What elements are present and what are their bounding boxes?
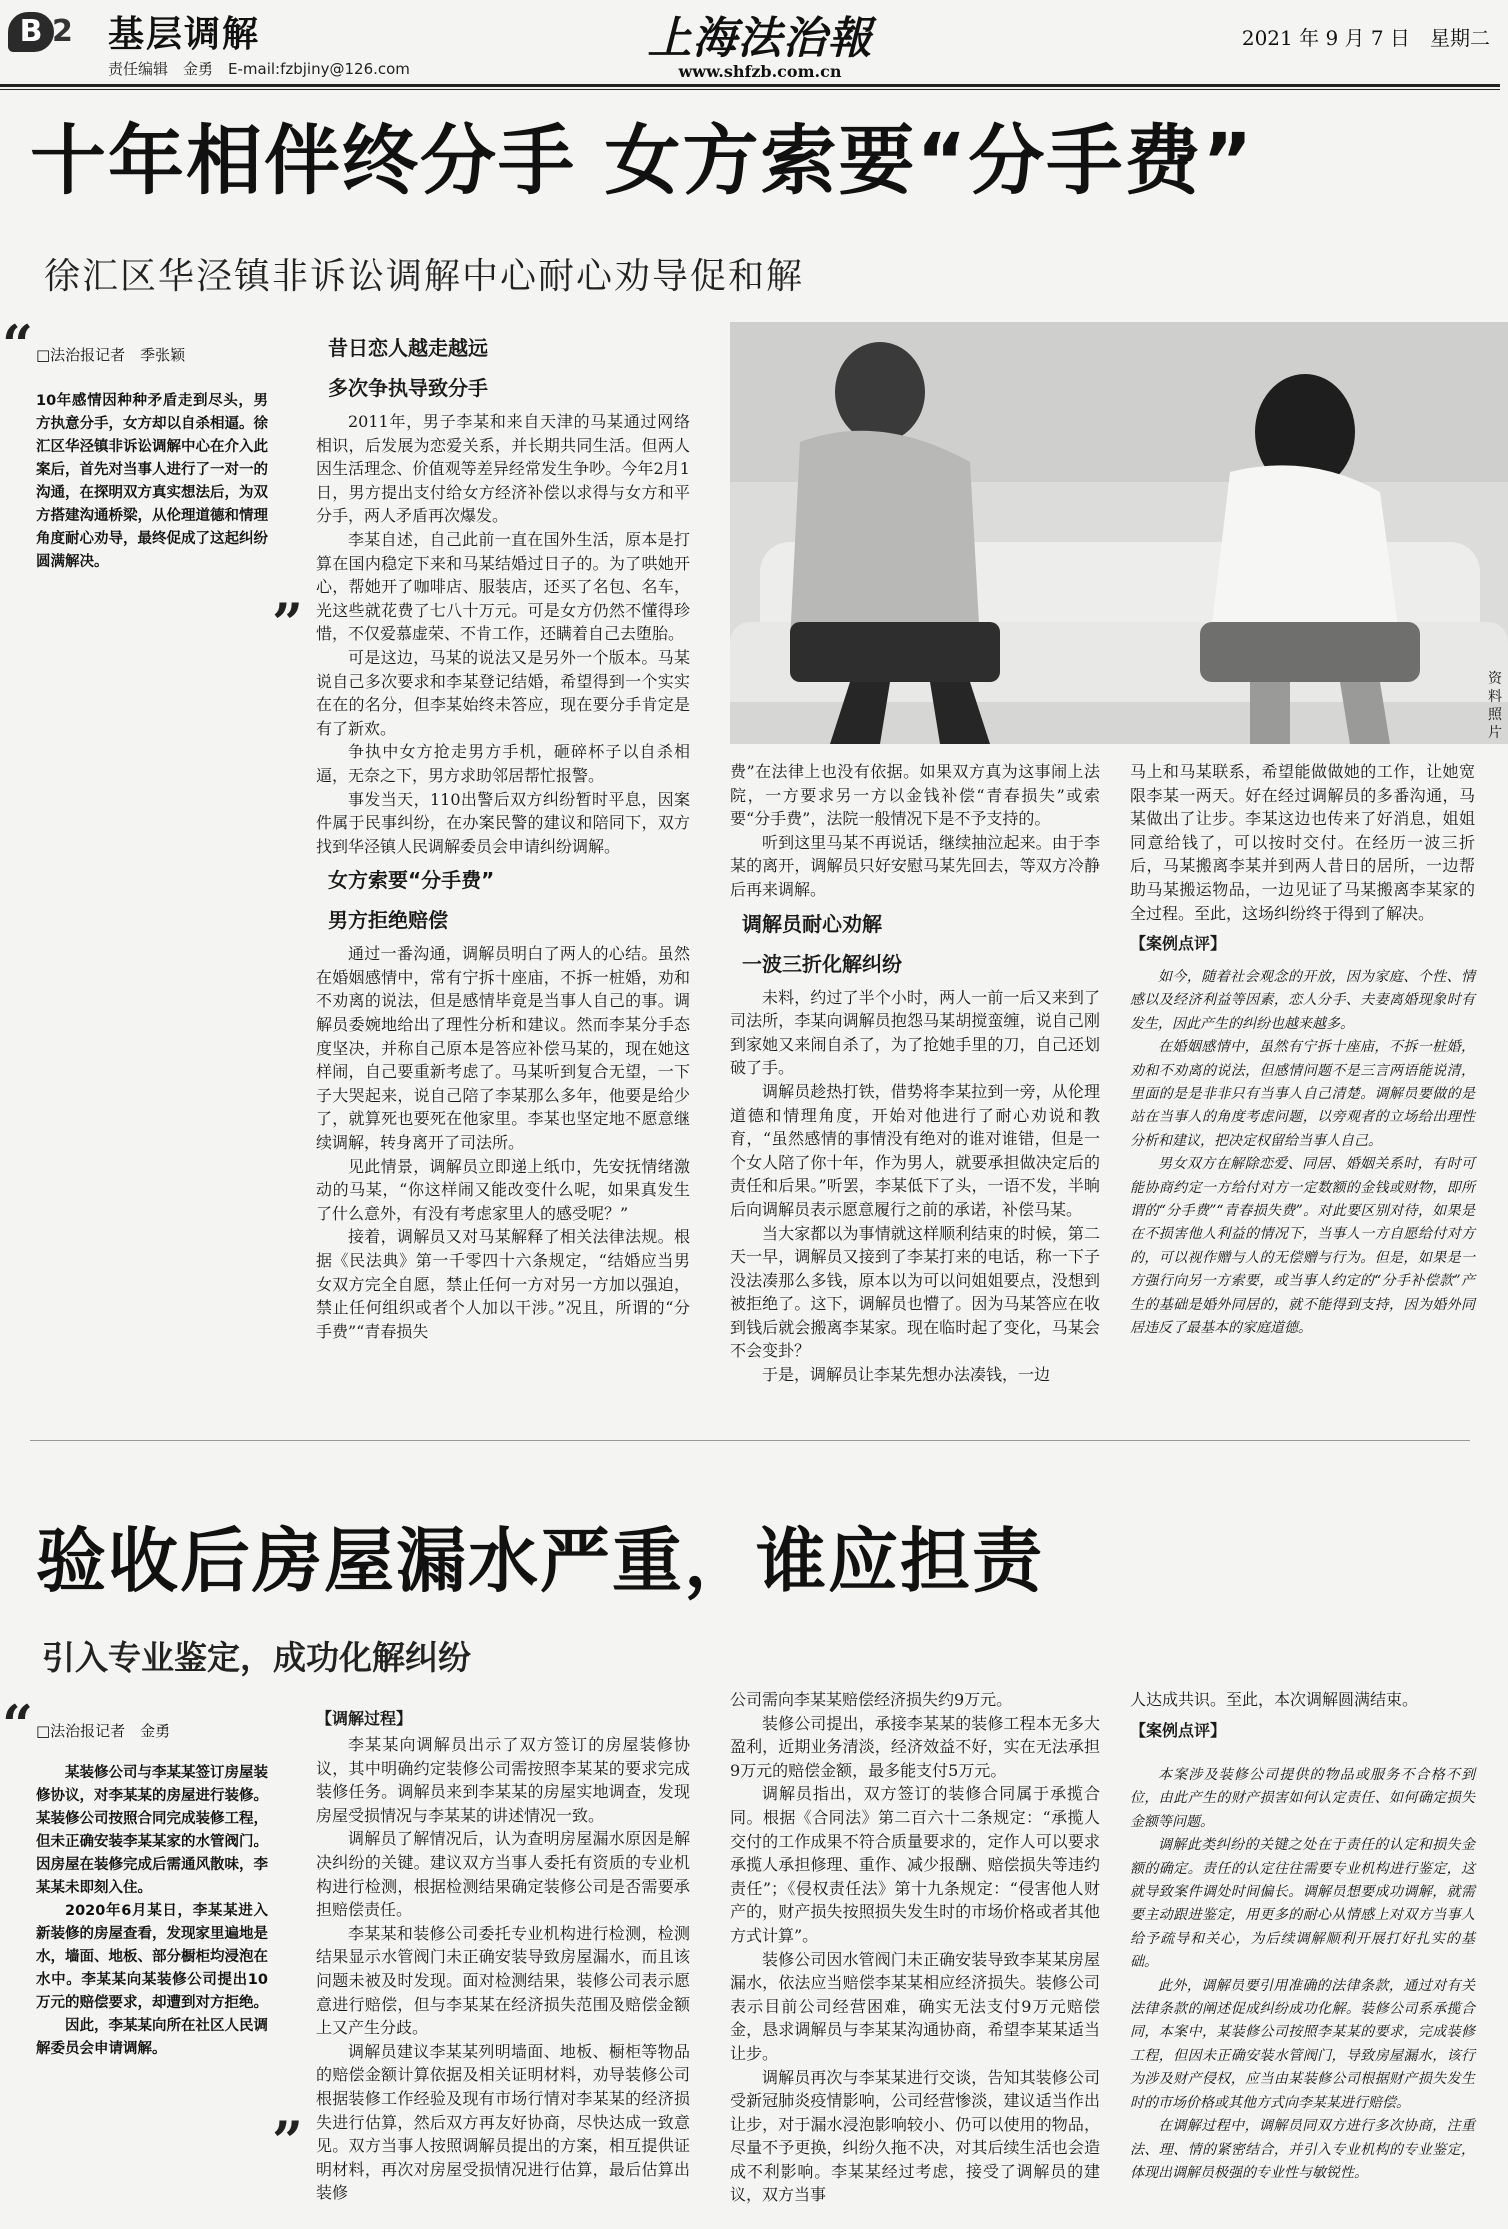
open-quote-mark: “ — [2, 313, 34, 377]
comment-paragraph: 在调解过程中，调解员同双方进行多次协商，注重法、理、情的紧密结合，并引入专业机构的专业鉴定，体现出调解员极强的专业性与敏锐性。 — [1130, 2118, 1475, 2181]
body-paragraph: 公司需向李某某赔偿经济损失约9万元。 — [730, 1690, 1013, 1709]
article2-title: 验收后房屋漏水严重，谁应担责 — [36, 1520, 1044, 1602]
section-subheading: 调解员耐心劝解 — [742, 911, 882, 936]
photo-caption: 资料照片 — [1488, 671, 1502, 741]
page-letter: B — [8, 12, 54, 52]
page-number: 2 — [52, 14, 73, 49]
article1-column-1 — [316, 326, 690, 1420]
couple-photo-illustration — [730, 322, 1508, 744]
close-quote-mark-2: ” — [272, 2109, 304, 2173]
section-title: 基层调解 — [108, 14, 261, 55]
section-tag: 【案例点评】 — [1130, 1720, 1227, 1740]
article2-lead — [36, 1762, 268, 2061]
comment-paragraph: 如今，随着社会观念的开放，因为家庭、个性、情感以及经济利益等因素，恋人分手、夫妻离婚现象时有发生，因此产生的纠纷也越来越多。 — [1130, 969, 1475, 1032]
section-tag: 【案例点评】 — [1130, 934, 1227, 954]
article2-comment — [1130, 1764, 1475, 2220]
issue-date: 2021 年 9 月 7 日 星期二 — [1241, 26, 1490, 50]
close-quote-mark: ” — [272, 591, 304, 655]
body-paragraph: 调解员了解情况后，认为查明房屋漏水原因是解决纠纷的关键。建议双方当事人委托有资质的专业机构进行检测，根据检测结果确定装修公司是否需要承担赔偿责任。 — [316, 1829, 690, 1920]
comment-paragraph: 调解此类纠纷的关键之处在于责任的认定和损失金额的确定。责任的认定往往需要专业机构进行鉴定，这就导致案件调处时间偏长。调解员想要成功调解，就需要主动跟进鉴定，用更多的耐心从情感上对双方当事人给予疏导和关心，为后续调解顺利开展打好扎实的基础。 — [1130, 1837, 1475, 1971]
article2-column-3 — [1130, 1688, 1475, 1768]
lead-paragraph: 2020年6月某日，李某某进入新装修的房屋查看，发现家里遍地是水，墙面、地板、部分橱柜均浸泡在水中。李某某向某装修公司提出10万元的赔偿要求，却遭到对方拒绝。 — [36, 1903, 268, 2011]
body-paragraph: 费”在法律上也没有依据。如果双方真为这事闹上法院，一方要求另一方以金钱补偿“青春损失”或索要“分手费”，法院一般情况下是不予支持的。 — [730, 762, 1100, 829]
article2-column-2 — [730, 1688, 1100, 2220]
body-paragraph: 听到这里马某不再说话，继续抽泣起来。由于李某的离开，调解员只好安慰马某先回去，等双方冷静后再来调解。 — [730, 832, 1100, 899]
comment-paragraph: 此外，调解员要引用准确的法律条款，通过对有关法律条款的阐述促成纠纷成功化解。装修公司系承揽合同，本案中，某装修公司按照李某某的要求，完成装修工程，但因未正确安装水管阀门，导致房屋漏水，该行为涉及财产侵权，应当由某装修公司根据财产损失发生时的市场价格或其他方式向李某某进行赔偿。 — [1130, 1977, 1475, 2111]
section-tag: 【调解过程】 — [316, 1709, 413, 1728]
body-paragraph: 装修公司提出，承接李某某的装修工程本无多大盈利，近期业务清淡，经济效益不好，实在无法承担9万元的赔偿金额，最多能支付5万元。 — [730, 1713, 1100, 1780]
body-paragraph: 人达成共识。至此，本次调解圆满结束。 — [1130, 1690, 1419, 1709]
comment-paragraph: 本案涉及装修公司提供的物品或服务不合格不到位，由此产生的财产损害如何认定责任、如何确定损失金额等问题。 — [1130, 1767, 1475, 1830]
body-paragraph: 事发当天，110出警后双方纠纷暂时平息，因案件属于民事纠纷，在办案民警的建议和陪同下，双方找到华泾镇人民调解委员会申请纠纷调解。 — [316, 789, 690, 856]
lead-paragraph: 因此，李某某向所在社区人民调解委员会申请调解。 — [36, 2018, 268, 2057]
article1-column-3 — [1130, 760, 1475, 970]
body-paragraph: 当大家都以为事情就这样顺利结束的时候，第二天一早，调解员又接到了李某打来的电话，称一下子没法凑那么多钱，原本以为可以问姐姐要点，没想到被拒绝了。这下，调解员也懵了。因为马某答应在收到钱后就会搬离李某家。现在临时起了变化，马某会不会变卦？ — [730, 1223, 1100, 1361]
couple-photo — [730, 322, 1508, 744]
article1-subtitle: 徐汇区华泾镇非诉讼调解中心耐心劝导促和解 — [44, 256, 805, 297]
section-subheading: 一波三折化解纠纷 — [742, 951, 902, 976]
body-paragraph: 调解员趁热打铁，借势将李某拉到一旁，从伦理道德和情理角度，开始对他进行了耐心劝说和教育，“虽然感情的事情没有绝对的谁对谁错，但是一个女人陪了你十年，作为男人，就要承担做决定后的责任和后果。”听罢，李某低下了头，一语不发，半晌后向调解员表示愿意履行之前的承诺，补偿马某。 — [730, 1081, 1100, 1219]
header-rule — [0, 84, 1500, 87]
article2-column-1 — [316, 1700, 690, 2220]
article1-comment — [1130, 966, 1475, 1420]
body-paragraph: 可是这边，马某的说法又是另外一个版本。马某说自己多次要求和李某登记结婚，希望得到一个实实在在的名分，但李某始终未答应，现在要分手肯定是有了新欢。 — [316, 647, 690, 738]
section-subheading: 女方索要“分手费” — [328, 868, 495, 893]
body-paragraph: 李某某向调解员出示了双方签订的房屋装修协议，其中明确约定装修公司需按照李某某的要求完成装修任务。调解员来到李某某的房屋实地调查，发现房屋受损情况与李某某的讲述情况一致。 — [316, 1735, 690, 1825]
comment-paragraph: 在婚姻感情中，虽然有宁拆十座庙，不拆一桩婚，劝和不劝离的说法，但感情问题不是三言两语能说清，里面的是是非非只有当事人自己清楚。调解员要做的是站在当事人的角度考虑问题，以旁观者的立场给出理性分析和建议，把决定权留给当事人自己。 — [1130, 1039, 1475, 1149]
section-subheading: 昔日恋人越走越远 — [328, 336, 488, 360]
body-paragraph: 2011年，男子李某和来自天津的马某通过网络相识，后发展为恋爱关系，并长期共同生活。但两人因生活理念、价值观等差异经常发生争吵。今年2月1日，男方提出支付给女方经济补偿以求得与女方和平分手，两人矛盾再次爆发。 — [316, 412, 690, 526]
article1-title: 十年相伴终分手 女方索要“分手费” — [30, 116, 1255, 205]
article1-byline: □法治报记者 季张颖 — [36, 346, 186, 364]
article2-subtitle: 引入专业鉴定，成功化解纠纷 — [42, 1638, 471, 1677]
body-paragraph: 马上和马某联系，希望能做做她的工作，让她宽限李某一两天。好在经过调解员的多番沟通，马某做出了让步。李某这边也传来了好消息，姐姐同意给钱了，可以按时交付。在经历一波三折后，马某搬离李某并到两人昔日的居所，一边帮助马某搬运物品，一边见证了马某搬离李某家的全过程。至此，这场纠纷终于得到了解决。 — [1130, 762, 1475, 923]
body-paragraph: 调解员再次与李某某进行交谈，告知其装修公司受新冠肺炎疫情影响，公司经营惨淡，建议适当作出让步，对于漏水浸泡影响较小、仍可以使用的物品，尽量不予更换，纠纷久拖不决，对其后续生活也会造成不利影响。李某某经过考虑，接受了调解员的建议，双方当事 — [730, 2067, 1100, 2205]
comment-paragraph: 男女双方在解除恋爱、同居、婚姻关系时，有时可能协商约定一方给付对方一定数额的金钱或财物，即所谓的“分手费”“青春损失费”。对此要区别对待，如果是在不损害他人利益的情况下，当事人一方自愿给付对方的，可以视作赠与人的无偿赠与行为。但是，如果是一方强行向另一方索要，或当事人约定的“分手补偿款”产生的基础是婚外同居的，就不能得到支持，因为婚外同居违反了最基本的家庭道德。 — [1130, 1156, 1475, 1337]
body-paragraph: 李某自述，自己此前一直在国外生活，原本是打算在国内稳定下来和马某结婚过日子的。为了哄她开心，帮她开了咖啡店、服装店，还买了名包、名车，光这些就花费了七八十万元。可是女方仍然不懂得珍惜，不仅爱慕虚荣、不肯工作，还瞒着自己去堕胎。 — [316, 529, 690, 644]
lead-paragraph: 某装修公司与李某某签订房屋装修协议，对李某某的房屋进行装修。某装修公司按照合同完成装修工程，但未正确安装李某某家的水管阀门。因房屋在装修完成后需通风散味，李某某未即刻入住。 — [36, 1765, 268, 1896]
body-paragraph: 通过一番沟通，调解员明白了两人的心结。虽然在婚姻感情中，常有宁拆十座庙，不拆一桩婚，劝和不劝离的说法，但是感情毕竟是当事人自己的事。调解员委婉地给出了理性分析和建议。然而李某分手态度坚决，并称自己原本是答应补偿马某的，现在她这样闹，自己要重新考虑了。马某听到复合无望，一下子大哭起来，说自己陪了李某那么多年，他要是给少了，就算死也要死在他家里。李某也坚定地不愿意继续调解，转身离开了司法所。 — [316, 944, 690, 1153]
article1-column-2 — [730, 760, 1100, 1420]
body-paragraph: 见此情景，调解员立即递上纸巾，先安抚情绪激动的马某，“你这样闹又能改变什么呢，如果真发生了什么意外，有没有考虑家里人的感受呢？” — [316, 1156, 690, 1223]
article-divider — [30, 1440, 1470, 1441]
body-paragraph: 调解员建议李某某列明墙面、地板、橱柜等物品的赔偿金额计算依据及相关证明材料，劝导装修公司根据装修工作经验及现有市场行情对李某某的经济损失进行估算，然后双方再友好协商，尽快达成一致意见。双方当事人按照调解员提出的方案，相互提供证明材料，再次对房屋受损情况进行估算，最后估算出装修 — [316, 2041, 690, 2203]
page-number-tag — [8, 8, 100, 56]
article1-lead: 10年感情因种种矛盾走到尽头，男方执意分手，女方却以自杀相逼。徐汇区华泾镇非诉讼调解中心在介入此案后，首先对当事人进行了一对一的沟通，在探明双方真实想法后，为双方搭建沟通桥梁，从伦理道德和情理角度耐心劝导，最终促成了这起纠纷圆满解决。 — [36, 393, 268, 570]
section-subheading: 男方拒绝赔偿 — [328, 908, 448, 933]
body-paragraph: 调解员指出，双方签订的装修合同属于承揽合同。根据《合同法》第二百六十二条规定：“承揽人交付的工作成果不符合质量要求的，定作人可以要求承揽人承担修理、重作、减少报酬、赔偿损失等违约责任”；《侵权责任法》第十九条规定：“侵害他人财产的，财产损失按照损失发生时的市场价格或者其他方式计算”。 — [730, 1784, 1100, 1945]
newspaper-masthead: 上海法治報 — [647, 13, 873, 64]
body-paragraph: 争执中女方抢走男方手机，砸碎杯子以自杀相逼，无奈之下，男方求助邻居帮忙报警。 — [316, 742, 690, 785]
open-quote-mark-2: “ — [2, 1693, 34, 1757]
website-url: www.shfzb.com.cn — [678, 62, 842, 81]
body-paragraph: 未料，约过了半个小时，两人一前一后又来到了司法所，李某向调解员抱怨马某胡搅蛮缠，说自己刚到家她又来闹自杀了，为了抢她手里的刀，自己还划破了手。 — [730, 987, 1100, 1078]
section-subheading: 多次争执导致分手 — [328, 376, 488, 400]
body-paragraph: 于是，调解员让李某先想办法凑钱，一边 — [762, 1365, 1051, 1385]
editor-info: 责任编辑 金勇 E-mail:fzbjiny@126.com — [108, 60, 410, 78]
body-paragraph: 装修公司因水管阀门未正确安装导致李某某房屋漏水，依法应当赔偿李某某相应经济损失。装修公司表示目前公司经营困难，确实无法支付9万元赔偿金，恳求调解员与李某某沟通协商，希望李某某适当让步。 — [730, 1949, 1100, 2063]
article2-byline: □法治报记者 金勇 — [36, 1722, 171, 1740]
header-rule-thin — [0, 89, 1500, 90]
body-paragraph: 接着，调解员又对马某解释了相关法律法规。根据《民法典》第一千零四十六条规定，“结婚应当男女双方完全自愿，禁止任何一方对另一方加以强迫，禁止任何组织或者个人加以干涉。”况且，所谓的“分手费”“青春损失 — [316, 1227, 690, 1341]
body-paragraph: 李某某和装修公司委托专业机构进行检测，检测结果显示水管阀门未正确安装导致房屋漏水，而且该问题未被及时发现。面对检测结果，装修公司表示愿意进行赔偿，但与李某某在经济损失范围及赔偿金额上又产生分歧。 — [316, 1923, 690, 2038]
